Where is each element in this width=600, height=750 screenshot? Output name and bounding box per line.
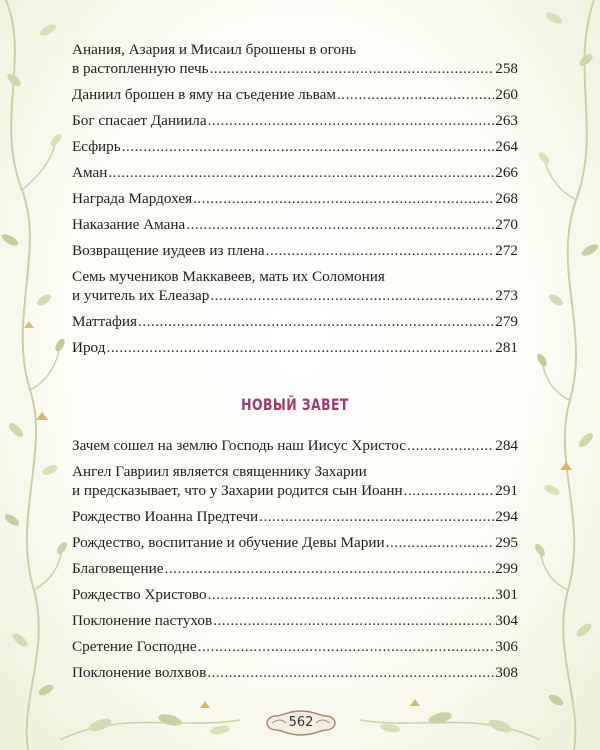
toc-entry-title: Зачем сошел на землю Господь наш Иисус Христос [72,437,407,454]
dot-leader [108,163,494,182]
toc-entry-title-line: Анания, Азария и Мисаил брошены в огонь [72,41,357,58]
toc-page-number: 301 [495,586,518,603]
toc-page-number: 281 [495,339,518,356]
toc-entry-title: Поклонение пастухов [72,612,213,629]
toc-entry-line [72,507,518,526]
toc-entry-line [72,637,518,656]
toc-entry [72,312,518,331]
dot-leader [165,559,495,578]
dot-leader [407,436,494,455]
dot-leader [193,189,494,208]
dot-leader [198,637,495,656]
toc-entry-title: Есфирь [72,138,121,155]
toc-page-number: 268 [495,190,518,207]
toc-entry-title: Рождество Иоанна Предтечи [72,508,259,525]
toc-page-number: 306 [495,638,518,655]
toc-entry [72,189,518,208]
toc-entry-line [72,163,518,182]
toc-entry-line [72,559,518,578]
toc-entry-line [72,286,518,305]
toc-entry-line [72,241,518,260]
toc-entry-title: Наказание Амана [72,216,186,233]
toc-entry [72,241,518,260]
dot-leader [207,663,494,682]
toc-entry [72,267,518,305]
toc-entry-title: Аман [72,164,108,181]
toc-entry [72,559,518,578]
toc-entry-title: в растопленную печь [72,60,209,77]
toc-page-number: 299 [495,560,518,577]
toc-entry [72,507,518,526]
toc-entry-line [72,585,518,604]
toc-entry-line [72,215,518,234]
dot-leader [213,611,494,630]
toc-page-number: 284 [495,437,518,454]
toc-entry-title: и учитель их Елеазар [72,287,210,304]
toc-page-number: 270 [495,216,518,233]
toc-entry-title: Маттафия [72,313,138,330]
dot-leader [106,338,494,357]
dot-leader [208,111,495,130]
dot-leader [259,507,494,526]
toc-entry-title: Сретение Господне [72,638,197,655]
toc-entry [72,611,518,630]
toc-page-number: 272 [495,242,518,259]
page-number-badge [264,708,338,738]
toc-entry-line [72,611,518,630]
toc-entry [72,85,518,104]
toc-entry-line [72,338,518,357]
toc-entry-line [72,481,518,500]
page-number: 562 [288,715,314,730]
toc-entry-line [72,111,518,130]
toc-entry-title-line: Ангел Гавриил является священнику Захарии [72,463,367,480]
toc-entry-line [72,137,518,156]
dot-leader [210,59,495,78]
toc-entry-line [72,663,518,682]
toc-entry-line [72,85,518,104]
toc-entry [72,111,518,130]
toc-entry [72,637,518,656]
toc-entry [72,215,518,234]
toc-entry [72,585,518,604]
toc-entry [72,137,518,156]
dot-leader [186,215,494,234]
dot-leader [210,286,494,305]
toc-entry-title: Поклонение волхвов [72,664,207,681]
toc-entry-title: Награда Мардохея [72,190,193,207]
toc-entry [72,663,518,682]
toc-entry-title: Ирод [72,339,106,356]
toc-page-number: 264 [495,138,518,155]
new-testament-list [72,436,518,682]
toc-page-number: 291 [495,482,518,499]
toc-entry [72,40,518,78]
toc-entry-title: Бог спасает Даниила [72,112,207,129]
toc-entry [72,533,518,552]
table-of-contents [72,40,518,689]
toc-page-number: 260 [495,86,518,103]
toc-entry-line [72,533,518,552]
toc-page-number: 294 [495,508,518,525]
toc-page-number: 273 [495,287,518,304]
toc-entry-title: и предсказывает, что у Захарии родится сын Иоанн [72,482,403,499]
dot-leader [337,85,494,104]
toc-entry-title: Рождество, воспитание и обучение Девы Марии [72,534,385,551]
toc-page-number: 304 [495,612,518,629]
old-testament-list [72,40,518,357]
toc-entry-line [72,189,518,208]
toc-entry-line [72,59,518,78]
dot-leader [138,312,494,331]
dot-leader [208,585,495,604]
toc-entry-title-line: Семь мучеников Маккавеев, мать их Соломония [72,268,385,285]
toc-entry-line [72,436,518,455]
toc-page-number: 263 [495,112,518,129]
dot-leader [266,241,495,260]
toc-entry [72,338,518,357]
toc-entry-line [72,312,518,331]
toc-page-number: 258 [495,60,518,77]
dot-leader [404,481,495,500]
toc-page-number: 266 [495,164,518,181]
dot-leader [386,533,495,552]
toc-page-number: 279 [495,313,518,330]
toc-page-number: 295 [495,534,518,551]
toc-entry [72,462,518,500]
toc-entry [72,436,518,455]
dot-leader [122,137,495,156]
toc-entry-title: Даниил брошен в яму на съедение львам [72,86,336,103]
toc-entry-title: Рождество Христово [72,586,207,603]
toc-entry-title: Благовещение [72,560,164,577]
toc-page-number: 308 [495,664,518,681]
section-heading-new-testament: НОВЫЙ ЗАВЕТ [241,395,349,414]
toc-entry-title: Возвращение иудеев из плена [72,242,265,259]
toc-entry [72,163,518,182]
